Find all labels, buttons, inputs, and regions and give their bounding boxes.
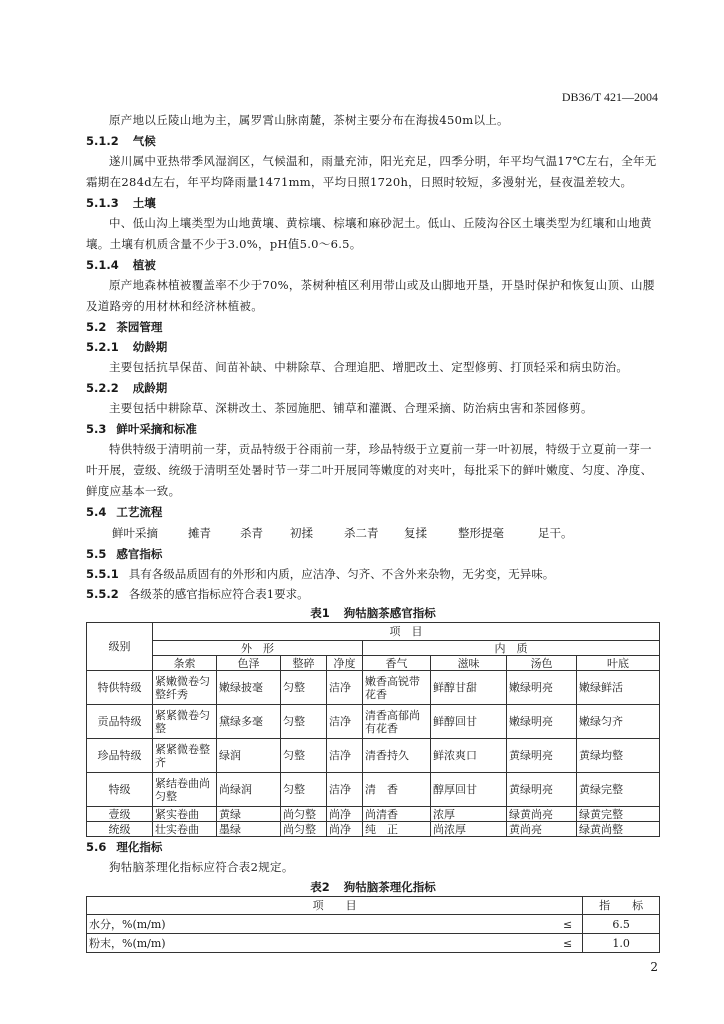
body-content bbox=[86, 110, 660, 953]
table-row: 统级 壮实卷曲 墨绿 尚匀整 尚净 纯 正 尚浓厚 黄尚亮 绿黄尚整 bbox=[87, 822, 660, 837]
flow-step: 杀青 bbox=[240, 526, 263, 540]
paragraph-vegetation: 原产地森林植被覆盖率不少于70%，茶树种植区利用带山或及山脚地开垦，开垦时保护和恢复山顶、山腰及道路旁的用材林和经济林植被。 bbox=[86, 278, 655, 313]
heading-young-stage: 5.2.1 幼龄期 bbox=[86, 340, 168, 354]
flow-step: 摊青 bbox=[188, 526, 211, 540]
flow-step: 足干。 bbox=[538, 526, 573, 540]
paragraph-young-stage: 主要包括抗旱保苗、间苗补缺、中耕除草、合理追肥、增肥改土、定型修剪、打顶轻采和病虫防治。 bbox=[109, 360, 629, 374]
process-flow bbox=[86, 522, 660, 544]
paragraph-climate: 遂川属中亚热带季风湿润区，气候温和，雨量充沛，阳光充足，四季分明，年平均气温17℃左右，全年无霜期在284d左右，年平均降雨量1471mm，平均日照1720h，日照时较短，多漫射光，昼夜温差较大。 bbox=[86, 154, 657, 189]
table-header-outer: 外 形 bbox=[153, 641, 363, 656]
table2-header-index: 指 标 bbox=[583, 897, 660, 915]
clause-5-5-2: 5.5.2 各级茶的感官指标应符合表1要求。 bbox=[86, 587, 309, 601]
heading-mature-stage: 5.2.2 成龄期 bbox=[86, 381, 168, 395]
flow-step: 杀二青 bbox=[344, 526, 379, 540]
physchem-table bbox=[86, 896, 660, 953]
paragraph-mature-stage: 主要包括中耕除草、深耕改土、茶园施肥、铺草和灌溉、合理采摘、防治病虫害和茶园修剪。 bbox=[109, 401, 593, 415]
heading-climate: 5.1.2 气候 bbox=[86, 134, 156, 148]
paragraph-leaf-picking: 特供特级于清明前一芽，贡品特级于谷雨前一芽，珍品特级于立夏前一芽一叶初展，特级于立夏前一芽一叶开展，壹级、统级于清明至处暑时节一芽二叶开展同等嫩度的对夹叶，每批采下的鲜叶嫩度、匀度、净度、鲜度应基本一致。 bbox=[86, 442, 653, 498]
page-number: 2 bbox=[650, 960, 658, 974]
table-row: 粉末，%(m/m) ≤ 1.0 bbox=[87, 934, 660, 953]
heading-vegetation: 5.1.4 植被 bbox=[86, 258, 156, 272]
table-row: 珍品特级 紧紧微卷整齐 绿润 匀整 洁净 清香持久 鲜浓爽口 黄绿明亮 黄绿均整 bbox=[87, 739, 660, 773]
table-col-header: 净度 bbox=[327, 656, 363, 671]
heading-garden-management: 5.2 茶园管理 bbox=[86, 320, 163, 334]
table2-header-item: 项 目 bbox=[87, 897, 583, 915]
paragraph-origin: 原产地以丘陵山地为主，属罗霄山脉南麓，茶树主要分布在海拔450m以上。 bbox=[109, 113, 509, 127]
table-col-header: 色泽 bbox=[217, 656, 281, 671]
flow-step: 初揉 bbox=[290, 526, 313, 540]
table-col-header: 条索 bbox=[153, 656, 217, 671]
table-col-header: 叶底 bbox=[577, 656, 660, 671]
sensory-table bbox=[86, 622, 660, 837]
paragraph-soil: 中、低山沟上壤类型为山地黄壤、黄棕壤、棕壤和麻砂泥土。低山、丘陵沟谷区土壤类型为红壤和山地黄壤。土壤有机质含量不少于3.0%，pH值5.0～6.5。 bbox=[86, 216, 652, 251]
table-row: 水分，%(m/m) ≤ 6.5 bbox=[87, 915, 660, 934]
table-header-level: 级别 bbox=[87, 623, 153, 671]
table2-caption: 表2 狗牯脑茶理化指标 bbox=[310, 880, 436, 894]
table-col-header: 滋味 bbox=[431, 656, 507, 671]
heading-soil: 5.1.3 土壤 bbox=[86, 196, 156, 210]
flow-step: 整形提毫 bbox=[458, 526, 504, 540]
table-row: 特供特级 紧嫩微卷匀整纤秀 嫩绿披毫 匀整 洁净 嫩香高锐带花香 鲜醇甘甜 嫩绿明亮 嫩绿鲜活 bbox=[87, 671, 660, 705]
heading-sensory: 5.5 感官指标 bbox=[86, 547, 163, 561]
table1-caption: 表1 狗牯脑茶感官指标 bbox=[310, 606, 436, 620]
table-row: 特级 紧结卷曲尚匀整 尚绿润 匀整 洁净 清 香 醇厚回甘 黄绿明亮 黄绿完整 bbox=[87, 773, 660, 807]
flow-step: 鲜叶采摘 bbox=[112, 526, 158, 540]
table-col-header: 汤色 bbox=[507, 656, 577, 671]
table-col-header: 整碎 bbox=[281, 656, 327, 671]
flow-step: 复揉 bbox=[404, 526, 427, 540]
standard-number: DB36/T 421—2004 bbox=[561, 90, 658, 104]
heading-physchem: 5.6 理化指标 bbox=[86, 840, 163, 854]
table-row: 壹级 紧实卷曲 黄绿 尚匀整 尚净 尚清香 浓厚 绿黄尚亮 绿黄完整 bbox=[87, 807, 660, 822]
table-row: 贡品特级 紧紧微卷匀整 黛绿多毫 匀整 洁净 清香高郁尚有花香 鲜醇回甘 嫩绿明亮 嫩绿匀齐 bbox=[87, 705, 660, 739]
table-header-item: 项 目 bbox=[153, 623, 660, 641]
table-header-inner: 内 质 bbox=[363, 641, 660, 656]
clause-5-5-1: 5.5.1 具有各级品质固有的外形和内质，应洁净、匀齐、不含外来杂物，无劣变，无异味。 bbox=[86, 567, 555, 581]
heading-process-flow: 5.4 工艺流程 bbox=[86, 505, 163, 519]
table-col-header: 香气 bbox=[363, 656, 431, 671]
heading-leaf-picking: 5.3 鲜叶采摘和标准 bbox=[86, 422, 197, 436]
paragraph-physchem: 狗牯脑茶理化指标应符合表2规定。 bbox=[109, 860, 294, 874]
